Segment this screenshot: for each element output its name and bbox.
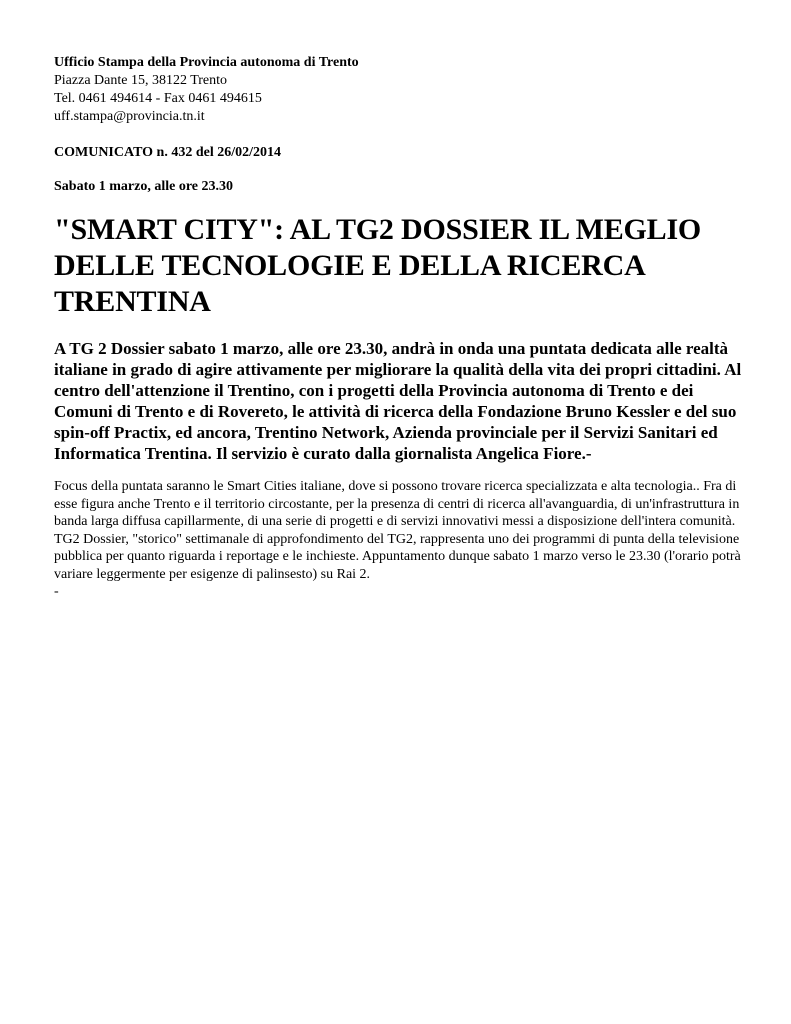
body-paragraph-2: TG2 Dossier, "storico" settimanale di approfondimento del TG2, rappresenta uno dei programmi di punta della televisione pubblica per quanto riguarda i reportage e le inchieste. Appuntamento dunque sabato 1 marzo verso le 23.30 (l'orario potrà variare leggermente per esigenze di palinsesto) su Rai 2. [54, 531, 741, 582]
headline: "SMART CITY": AL TG2 DOSSIER IL MEGLIO DELLE TECNOLOGIE E DELLA RICERCA TRENTINA [54, 213, 702, 318]
press-office-phone-fax: Tel. 0461 494614 - Fax 0461 494615 [54, 91, 262, 106]
press-office-name: Ufficio Stampa della Provincia autonoma di Trento [54, 55, 359, 70]
closing-dash: - [54, 584, 59, 599]
communique-number: COMUNICATO n. 432 del 26/02/2014 [54, 145, 281, 160]
press-office-email: uff.stampa@provincia.tn.it [54, 109, 205, 124]
lead-paragraph: A TG 2 Dossier sabato 1 marzo, alle ore 23.30, andrà in onda una puntata dedicata alle realtà italiane in grado di agire attivamente per migliorare la qualità della vita dei propri cittadini. Al centro dell'attenzione il Trentino, con i progetti della Provincia autonoma di Trento e dei Comuni di Trento e di Rovereto, le attività di ricerca della Fondazione Bruno Kessler e del suo spin-off Practix, ed ancora, Trentino Network, Azienda provinciale per il Servizi Sanitari ed Informatica Trentina. Il servizio è curato dalla giornalista Angelica Fiore.- [54, 339, 742, 463]
press-release-page [54, 54, 744, 600]
body-text [54, 478, 744, 600]
press-office-header [54, 54, 744, 126]
body-paragraph-1: Focus della puntata saranno le Smart Cities italiane, dove si possono trovare ricerca specializzata e alta tecnologia.. Fra di esse figura anche Trento e il territorio circostante, per la presenza di centri di ricerca all'avanguardia, di un'infrastruttura in banda larga diffusa capillarmente, di una serie di progetti e di servizi innovativi messi a disposizione dell'intera comunità. [54, 479, 740, 529]
dateline: Sabato 1 marzo, alle ore 23.30 [54, 179, 233, 194]
press-office-address: Piazza Dante 15, 38122 Trento [54, 73, 228, 88]
